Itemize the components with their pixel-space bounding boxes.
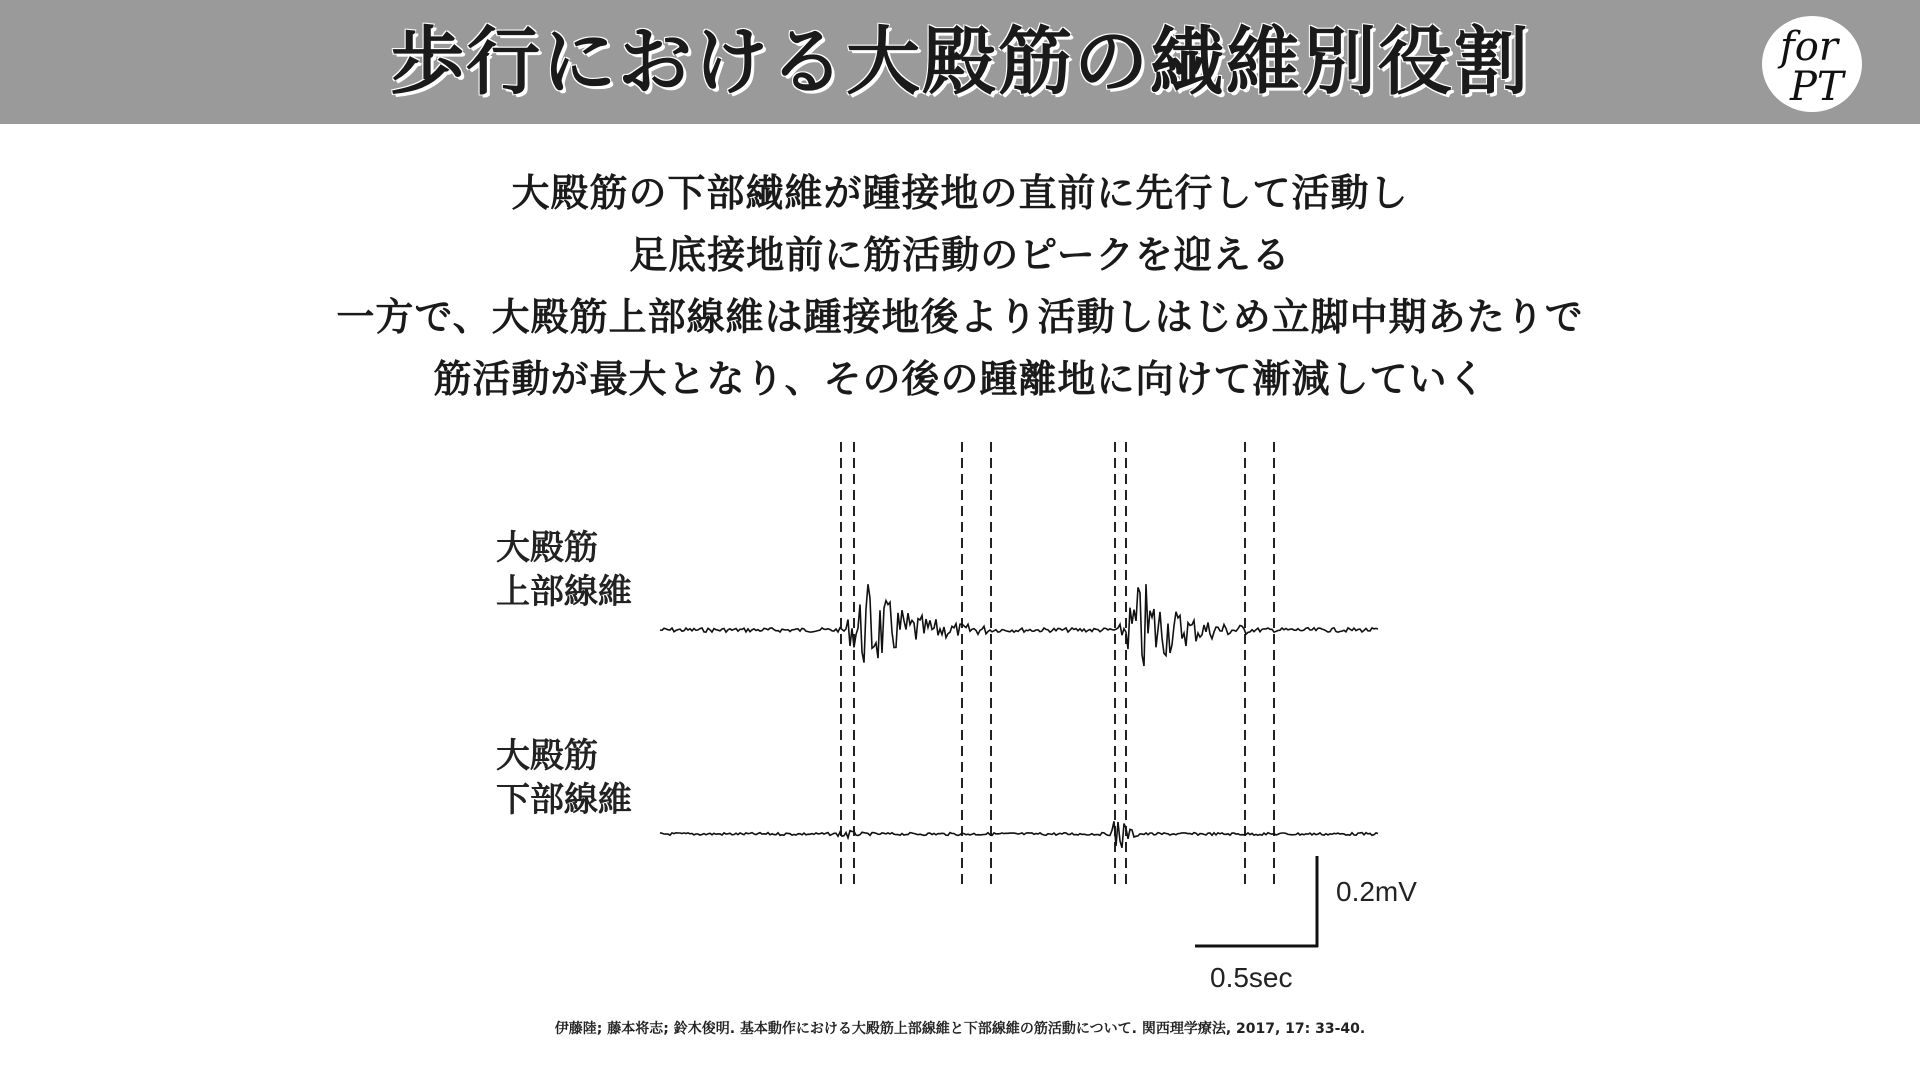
lower-fiber-emg-trace — [660, 821, 1378, 848]
description-line-4: 筋活動が最大となり、その後の踵離地に向けて漸減していく — [433, 357, 1487, 401]
upper-fiber-label-line-1: 大殿筋 — [496, 528, 598, 568]
upper-fiber-emg-trace — [660, 584, 1378, 666]
scale-amplitude-label: 0.2mV — [1336, 876, 1417, 907]
description-line-1: 大殿筋の下部繊維が踵接地の直前に先行して活動し — [511, 171, 1409, 215]
page-title: 歩行における大殿筋の繊維別役割 — [390, 19, 1530, 105]
scale-bar — [1195, 856, 1318, 947]
logo-text-for: for — [1780, 24, 1839, 70]
lower-fiber-label-line-2: 下部線維 — [496, 780, 632, 820]
logo-text-pt: PT — [1790, 64, 1844, 110]
scale-time-label: 0.5sec — [1210, 962, 1293, 993]
citation: 伊藤陸; 藤本将志; 鈴木俊明. 基本動作における大殿筋上部線維と下部線維の筋活動について. 関西理学療法, 2017, 17: 33-40. — [554, 1021, 1366, 1037]
lower-fiber-label-line-1: 大殿筋 — [496, 736, 598, 776]
event-marker-lines — [841, 442, 1274, 888]
description-line-3: 一方で、大殿筋上部線維は踵接地後より活動しはじめ立脚中期あたりで — [336, 295, 1584, 339]
upper-fiber-label-line-2: 上部線維 — [496, 572, 632, 612]
description-line-2: 足底接地前に筋活動のピークを迎える — [629, 233, 1291, 277]
